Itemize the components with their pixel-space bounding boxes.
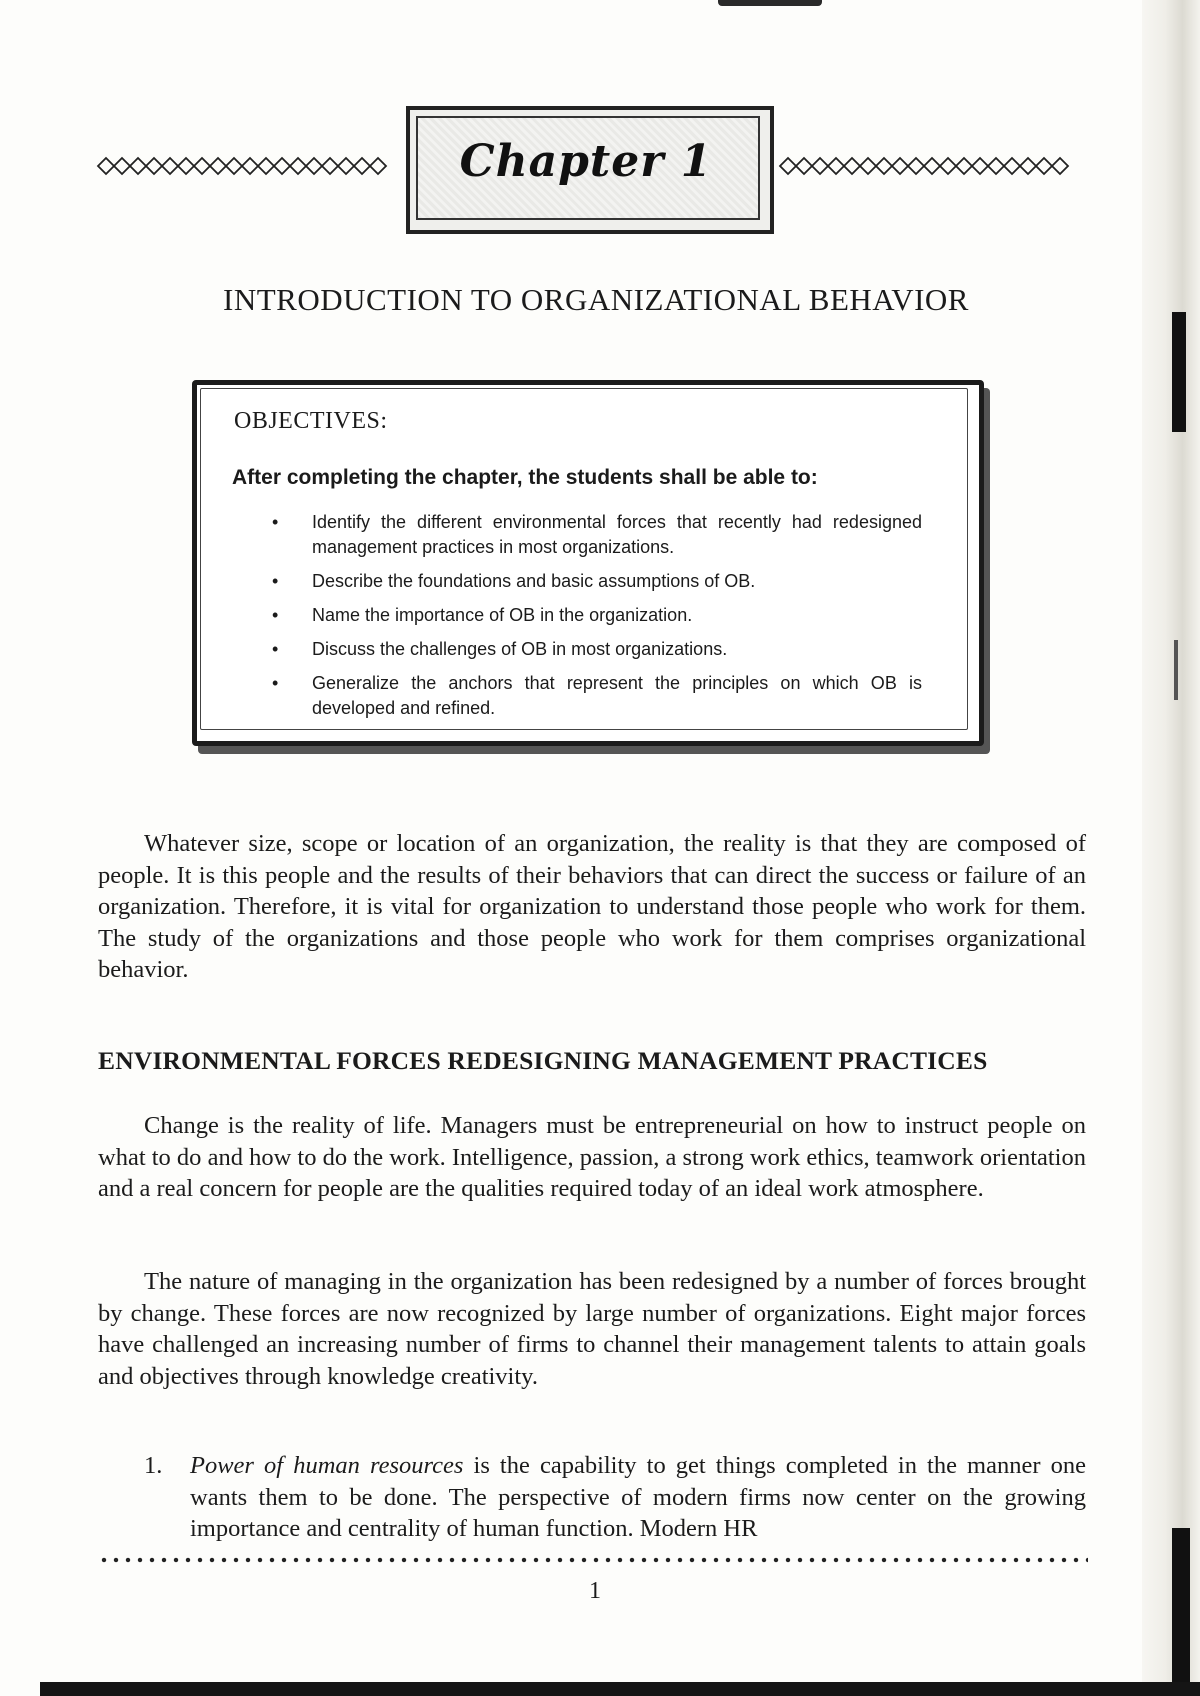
scan-page-edge	[1142, 0, 1200, 1696]
chapter-frame	[400, 96, 772, 236]
list-number: 1.	[144, 1452, 163, 1479]
chapter-banner	[96, 96, 1080, 236]
objectives-list	[272, 510, 922, 730]
objectives-box	[182, 368, 994, 758]
intro-paragraph: Whatever size, scope or location of an organization, the reality is that they are composed of people. It is this people and the results of their behaviors that can direct the success or failure of an organization. Therefore, it is vital for organization to understand those people who work for them. The study of the organizations and those people who work for them comprises organizational behavior.	[98, 830, 1086, 983]
list-item: • Name the importance of OB in the organization.	[272, 603, 922, 628]
chapter-main-title: INTRODUCTION TO ORGANIZATIONAL BEHAVIOR	[223, 282, 969, 317]
chapter-title: Chapter 1	[459, 136, 713, 187]
bullet-icon: •	[272, 512, 279, 532]
section-heading: ENVIRONMENTAL FORCES REDESIGNING MANAGEMENT PRACTICES	[98, 1046, 988, 1075]
scan-edge-mark	[1174, 640, 1178, 700]
dotted-divider	[98, 1556, 1088, 1564]
diamond-border-right	[778, 154, 1080, 178]
body-paragraph: The nature of managing in the organization has been redesigned by a number of forces brought by change. These forces are now recognized by large number of organizations. Eight major forces have challenged an increasing number of firms to channel their management talents to attain goals and objectives through knowledge creativity.	[98, 1268, 1086, 1390]
bullet-icon: •	[272, 639, 279, 659]
page-number: 1	[589, 1578, 601, 1604]
list-item-text	[190, 1450, 1086, 1545]
scan-edge-mark	[1172, 1528, 1190, 1688]
list-item-term: Power of human resources	[190, 1452, 464, 1479]
bullet-icon: •	[272, 571, 279, 591]
bullet-icon: •	[272, 673, 279, 693]
scan-smudge-top	[718, 0, 822, 6]
numbered-list-item	[98, 1450, 1086, 1545]
list-item: • Discuss the challenges of OB in most organizations.	[272, 637, 922, 662]
scan-edge-bottom	[40, 1682, 1200, 1696]
objectives-intro: After completing the chapter, the students shall be able to:	[232, 466, 818, 489]
objectives-heading: OBJECTIVES:	[234, 408, 388, 434]
list-item: • Describe the foundations and basic assumptions of OB.	[272, 569, 922, 594]
bullet-icon: •	[272, 605, 279, 625]
body-paragraph: Change is the reality of life. Managers must be entrepreneurial on how to instruct people on what to do and how to do the work. Intelligence, passion, a strong work ethics, teamwork orientation and a real concern for people are the qualities required today of an ideal work atmosphere.	[98, 1112, 1086, 1202]
list-item: • Generalize the anchors that represent the principles on which OB is developed and refined.	[272, 673, 922, 718]
list-item: • Identify the different environmental forces that recently had redesigned management practices in most organizations.	[272, 512, 922, 557]
diamond-border-left	[96, 154, 396, 178]
list-item-body: is the capability to get things completed in the manner one wants them to be done. The perspective of modern firms now center on the growing importance and centrality of human function. Modern HR	[190, 1452, 1086, 1542]
scan-edge-mark	[1172, 312, 1186, 432]
